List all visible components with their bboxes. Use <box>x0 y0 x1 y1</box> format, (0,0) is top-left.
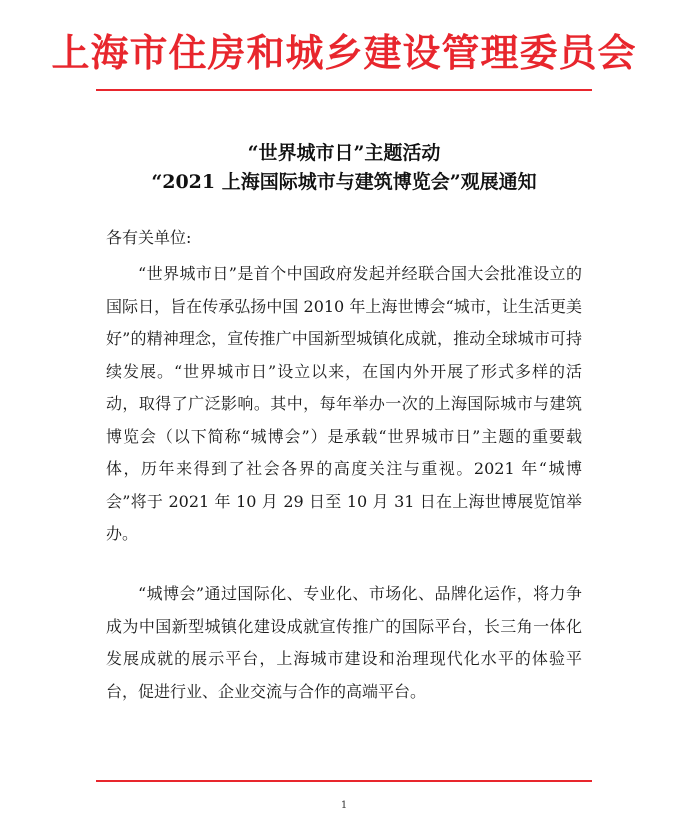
body-paragraph-1: “世界城市日”是首个中国政府发起并经联合国大会批准设立的国际日，旨在传承弘扬中国 2010 年上海世博会“城市，让生活更美好”的精神理念，宣传推广中国新型城镇化成就，推动全球城市可持续发展。“世界城市日”设立以来，在国内外开展了形式多样的活动，取得了广泛影响。其中，每年举办一次的上海国际城市与建筑博览会（以下简称“城博会”）是承载“世界城市日”主题的重要载体，历年来得到了社会各界的高度关注与重视。2021 年“城博会”将于 2021 年 10 月 29 日至 10 月 31 日在上海世博展览馆举办。 <box>106 264 582 543</box>
letterhead: 上海市住房和城乡建设管理委员会 <box>51 30 637 75</box>
document-title-line1: “世界城市日”主题活动 <box>247 142 441 164</box>
salutation: 各有关单位: <box>106 228 192 247</box>
page-number: 1 <box>340 800 348 811</box>
letterhead-divider <box>96 89 592 91</box>
document-title-line2: “2021 上海国际城市与建筑博览会”观展通知 <box>151 171 537 193</box>
body-paragraph-2: “城博会”通过国际化、专业化、市场化、品牌化运作，将力争成为中国新型城镇化建设成就宣传推广的国际平台，长三角一体化发展成就的展示平台，上海城市建设和治理现代化水平的体验平台，促进行业、企业交流与合作的高端平台。 <box>106 584 582 701</box>
footer-divider <box>96 780 592 782</box>
